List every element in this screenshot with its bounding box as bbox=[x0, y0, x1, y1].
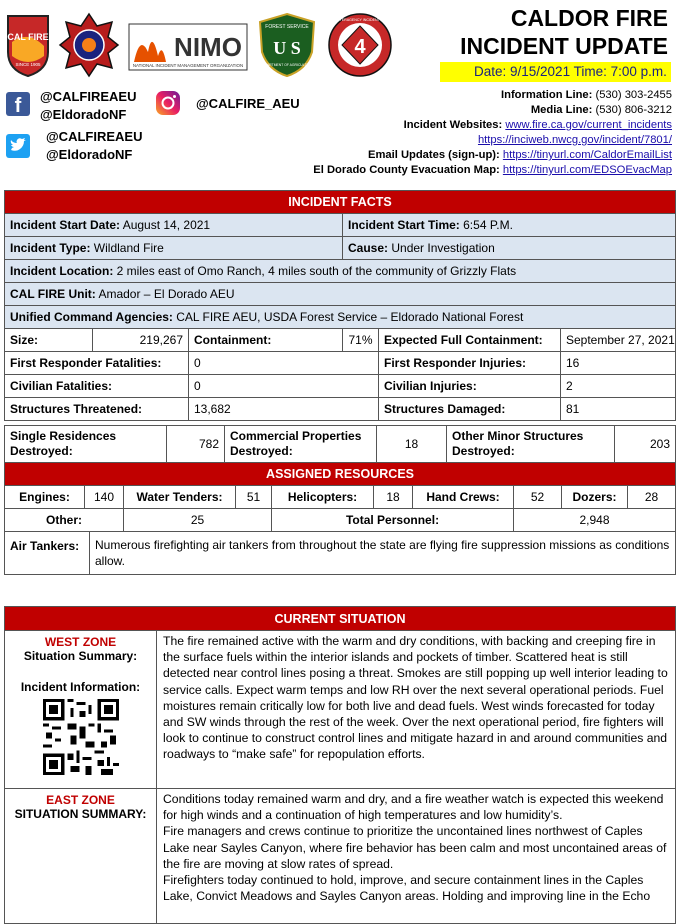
svg-text:NATIONAL INCIDENT MANAGEMENT O: NATIONAL INCIDENT MANAGEMENT ORGANIZATION bbox=[132, 63, 244, 68]
date-time-banner: Date: 9/15/2021 Time: 7:00 p.m. bbox=[440, 62, 671, 82]
page-title bbox=[460, 4, 668, 60]
media-line: Media Line: (530) 806-3212 bbox=[530, 104, 672, 116]
title-line-1: CALDOR FIRE bbox=[510, 5, 668, 31]
single-residences-destroyed: 782 bbox=[167, 426, 225, 463]
incident-websites: Incident Websites: www.fire.ca.gov/current_incidents bbox=[403, 119, 672, 131]
engines-count: 140 bbox=[85, 486, 124, 509]
website-link-calfire[interactable]: www.fire.ca.gov/current_incidents bbox=[505, 119, 672, 131]
twitter-handle-2[interactable]: @EldoradoNF bbox=[46, 147, 133, 162]
facebook-handle-1[interactable]: @CALFIREAEU bbox=[40, 89, 137, 104]
structures-damaged: 81 bbox=[561, 398, 676, 421]
fire-size: 219,267 bbox=[93, 329, 189, 352]
calfire-logo bbox=[4, 12, 52, 78]
structures-threatened: 13,682 bbox=[189, 398, 379, 421]
helicopters-count: 18 bbox=[374, 486, 413, 509]
instagram-icon bbox=[155, 90, 181, 116]
east-zone-title: EAST ZONE bbox=[46, 793, 115, 807]
west-zone-situation-text: The fire remained active with the warm and dry conditions, with backing and creeping fire in the surface fuels within the interior islands and pockets of timber. Scattered heat is still detected near control lines posing a threat. Smokes are still popping up well interior leading to service calls. Expect warm temps and low RH over the next several operational periods. Fuel moistures remain critically low for both live and dead fuels. West winds forecasted for today and SW winds through the rest of the week. Over the next operational period, fire fighters will look to continue to construct control lines and mitigate hazard in and around communities and roadways to “make safe” for repopulation efforts. bbox=[157, 631, 676, 789]
west-situation-summary-label: Situation Summary: bbox=[23, 649, 138, 663]
svg-text:DEPARTMENT OF AGRICULTURE: DEPARTMENT OF AGRICULTURE bbox=[260, 63, 314, 67]
east-situation-summary-label: SITUATION SUMMARY: bbox=[14, 807, 147, 821]
incident-start-time: 6:54 P.M. bbox=[459, 218, 513, 232]
unified-command-agencies: CAL FIRE AEU, USDA Forest Service – Eldorado National Forest bbox=[172, 310, 524, 324]
svg-text:U S: U S bbox=[273, 38, 301, 58]
evacuation-map-link[interactable]: https://tinyurl.com/EDSOEvacMap bbox=[502, 164, 672, 176]
qr-code-icon[interactable] bbox=[43, 699, 119, 775]
air-tankers-table: Air Tankers: Numerous firefighting air tankers from throughout the state are flying fire suppression missions as conditions allow. bbox=[4, 531, 676, 575]
assigned-resources-table: ASSIGNED RESOURCES Engines: 140 Water Tenders: 51 Helicopters: 18 Hand Crews: 52 Dozers: 28 Other: 25 Total Personnel: 2,948 bbox=[4, 462, 676, 532]
total-personnel-count: 2,948 bbox=[514, 509, 676, 532]
facebook-handle-2[interactable]: @EldoradoNF bbox=[40, 107, 127, 122]
svg-text:4: 4 bbox=[354, 36, 366, 58]
assigned-resources-header: ASSIGNED RESOURCES bbox=[5, 463, 676, 486]
commercial-properties-destroyed: 18 bbox=[377, 426, 447, 463]
west-zone-label-cell bbox=[5, 631, 157, 789]
twitter-handles[interactable] bbox=[46, 128, 142, 164]
incident-location: 2 miles east of Omo Ranch, 4 miles south of the community of Grizzly Flats bbox=[113, 264, 517, 278]
water-tenders-count: 51 bbox=[236, 486, 272, 509]
website-link-inciweb[interactable]: https://inciweb.nwcg.gov/incident/7801/ bbox=[477, 134, 672, 146]
air-tankers-description: Numerous firefighting air tankers from throughout the state are flying fire suppression missions as conditions allow. bbox=[90, 532, 676, 575]
email-signup-link[interactable]: https://tinyurl.com/CaldorEmailList bbox=[502, 149, 672, 161]
incident-facts-table: INCIDENT FACTS Incident Start Date: August 14, 2021 Incident Start Time: 6:54 P.M. Incident Type: Wildland Fire Cause: Under Investigation Incident Location: 2 miles east of Omo Ranch, 4 miles south of the community of Grizzly Flats CAL FIRE Unit: Amador – El Dorado AEU Unified Command Agencies: CAL FIRE AEU, USDA Forest Service – Eldorado National Forest Size: 219,267 Containment: 71% Expected Full Containment: September 27, 2021 First Responder Fatalities: 0 First Responder Injuries: 16 Civilian Fatalities: 0 Civilian Injuries: 2 Structures Threatened: 13,682 Structures Damaged: 81 bbox=[4, 190, 676, 421]
incident-type: Wildland Fire bbox=[90, 241, 164, 255]
current-situation-header: CURRENT SITUATION bbox=[5, 607, 676, 631]
svg-text:CAL FIRE: CAL FIRE bbox=[7, 32, 49, 42]
info-line: Information Line: (530) 303-2455 bbox=[501, 89, 672, 101]
incident-cause: Under Investigation bbox=[388, 241, 495, 255]
instagram-handle[interactable]: @CALFIRE_AEU bbox=[196, 96, 300, 111]
containment-percent: 71% bbox=[343, 329, 379, 352]
current-situation-table bbox=[4, 606, 676, 924]
incident-facts-header: INCIDENT FACTS bbox=[5, 191, 676, 214]
svg-text:FOREST SERVICE: FOREST SERVICE bbox=[265, 24, 309, 30]
eldorado-county-fire-logo bbox=[58, 12, 120, 78]
svg-text:SINCE 1905: SINCE 1905 bbox=[15, 62, 41, 67]
east-zone-label-cell bbox=[5, 789, 157, 924]
west-zone-title: WEST ZONE bbox=[44, 635, 117, 649]
other-resources-count: 25 bbox=[124, 509, 272, 532]
svg-text:NIMO: NIMO bbox=[174, 32, 242, 62]
civilian-injuries: 2 bbox=[561, 375, 676, 398]
evacuation-map: El Dorado County Evacuation Map: https://tinyurl.com/EDSOEvacMap bbox=[313, 164, 672, 176]
title-line-2: INCIDENT UPDATE bbox=[460, 33, 668, 59]
structures-destroyed-table: Single Residences Destroyed: 782 Commercial Properties Destroyed: 18 Other Minor Structures Destroyed: 203 bbox=[4, 425, 676, 463]
first-responder-fatalities: 0 bbox=[189, 352, 379, 375]
expected-full-containment: September 27, 2021 bbox=[561, 329, 676, 352]
calfire-unit: Amador – El Dorado AEU bbox=[95, 287, 235, 301]
east-zone-paragraph-1: Conditions today remained warm and dry, and a fire weather watch is expected this weekend for high winds and a continuation of high temperatures and low humidity’s. bbox=[163, 792, 664, 823]
email-updates: Email Updates (sign-up): https://tinyurl.com/CaldorEmailList bbox=[367, 149, 672, 161]
facebook-handles[interactable] bbox=[40, 88, 136, 124]
civilian-fatalities: 0 bbox=[189, 375, 379, 398]
incident-start-date: August 14, 2021 bbox=[120, 218, 211, 232]
usfs-shield-logo bbox=[256, 12, 318, 78]
california-team-4-logo bbox=[313, 12, 407, 78]
svg-text:CALIFORNIA INTERAGENCY INCIDEN: CALIFORNIA INTERAGENCY INCIDENT MANAGEMENT bbox=[313, 18, 407, 22]
east-zone-situation-text bbox=[157, 789, 676, 924]
east-zone-paragraph-3: Firefighters today continued to hold, improve, and secure containment lines in the Caples Lake, Convict Meadows and Sayles Canyon areas. Holding and improving line in the Echo bbox=[163, 873, 651, 904]
facebook-icon: f bbox=[6, 92, 30, 116]
incident-information-label: Incident Information: bbox=[20, 680, 141, 694]
twitter-icon bbox=[6, 134, 30, 158]
nimo-logo bbox=[128, 12, 248, 78]
contact-info bbox=[313, 88, 672, 178]
twitter-handle-1[interactable]: @CALFIREAEU bbox=[46, 129, 143, 144]
hand-crews-count: 52 bbox=[514, 486, 562, 509]
dozers-count: 28 bbox=[628, 486, 676, 509]
other-minor-structures-destroyed: 203 bbox=[615, 426, 676, 463]
east-zone-paragraph-2: Fire managers and crews continue to prioritize the uncontained lines northwest of Caples Lake near Sayles Canyon, where fire behavior has been calm and most uncontained areas of the fire are moving at slow rates of spread. bbox=[163, 824, 667, 871]
first-responder-injuries: 16 bbox=[561, 352, 676, 375]
